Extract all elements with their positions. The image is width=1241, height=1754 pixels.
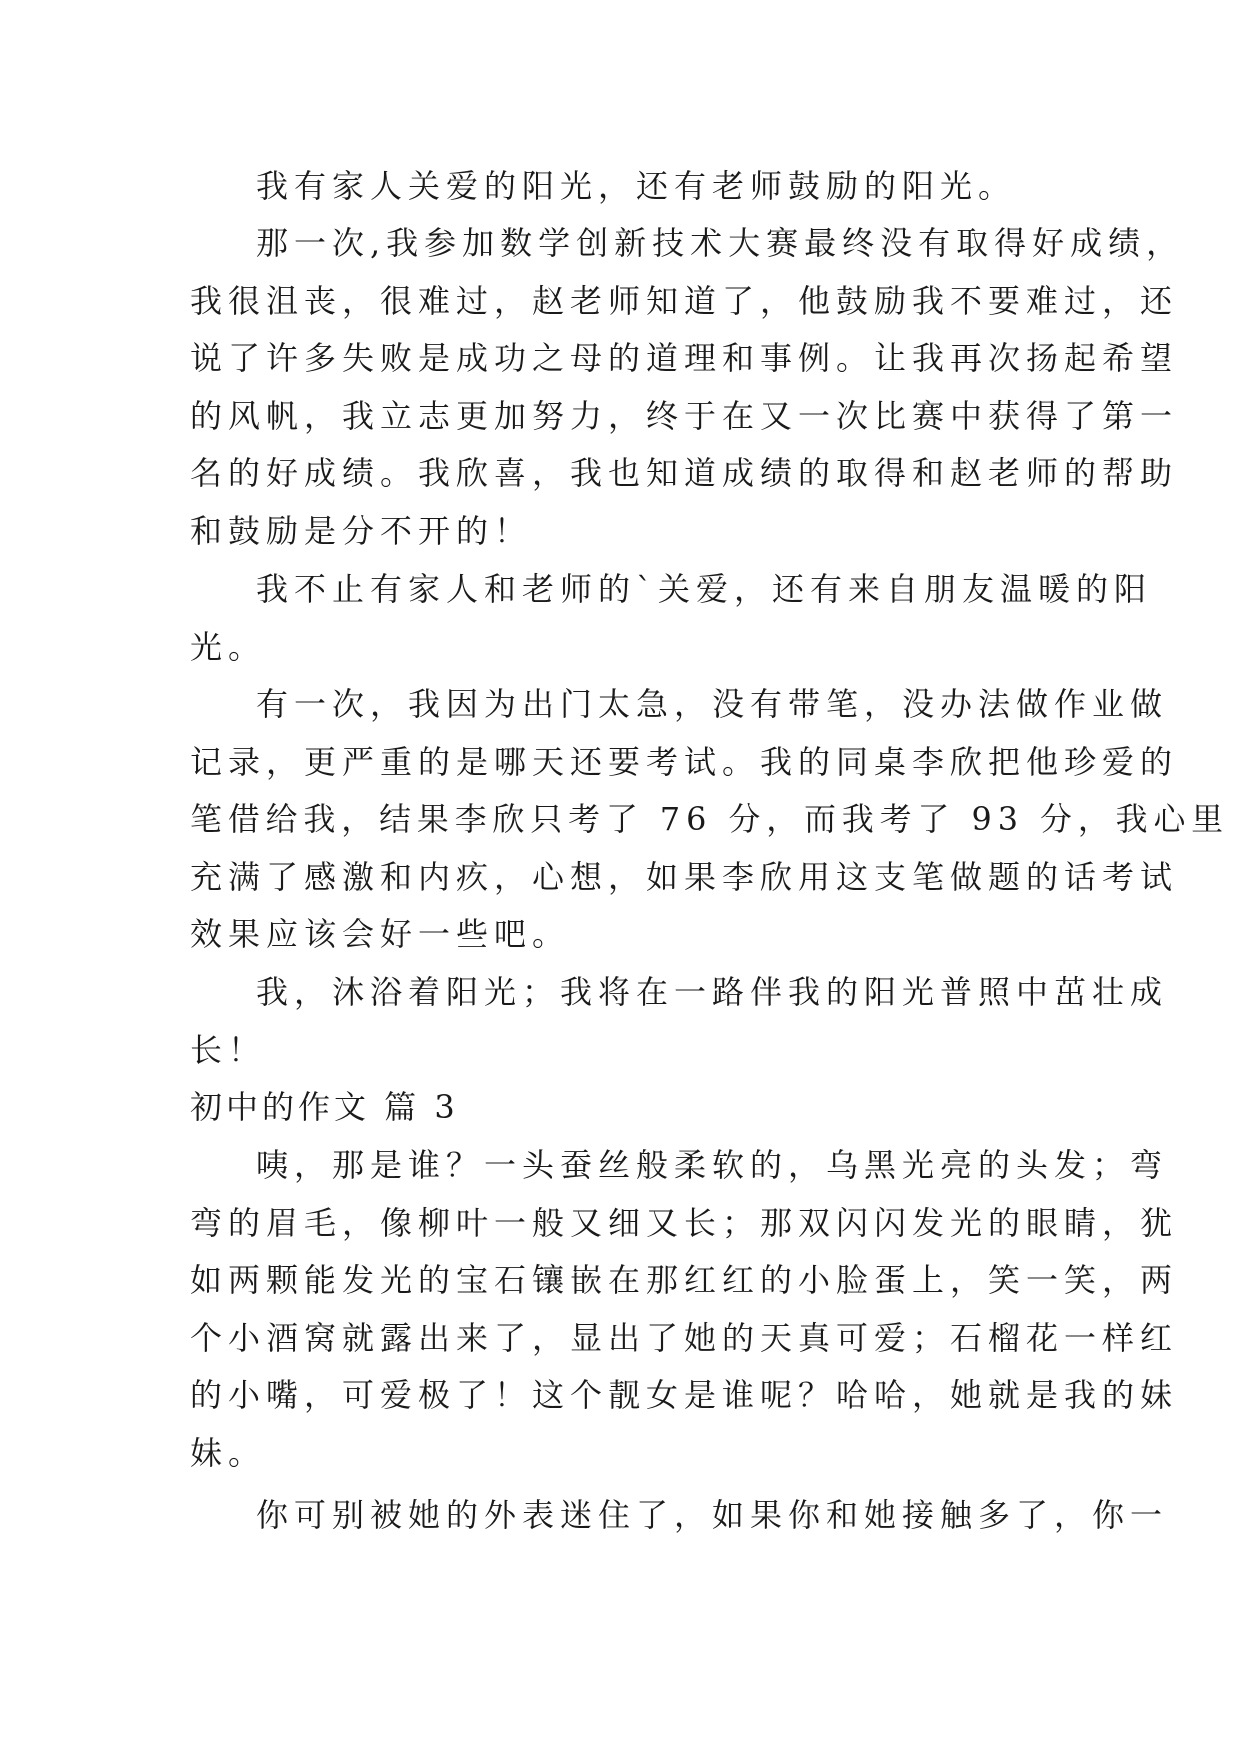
text-line: 的小嘴，可爱极了！这个靓女是谁呢？哈哈，她就是我的妹 bbox=[190, 1376, 1179, 1414]
text-line: 妹。 bbox=[190, 1434, 267, 1472]
text-line: 名的好成绩。我欣喜，我也知道成绩的取得和赵老师的帮助 bbox=[190, 454, 1179, 492]
text-line: 光。 bbox=[190, 628, 267, 666]
text-line: 你可别被她的外表迷住了，如果你和她接触多了，你一 bbox=[256, 1496, 1169, 1534]
text-line: 我很沮丧，很难过，赵老师知道了，他鼓励我不要难过，还 bbox=[190, 282, 1179, 320]
text-line: 个小酒窝就露出来了，显出了她的天真可爱；石榴花一样红 bbox=[190, 1319, 1179, 1357]
text-line: 长！ bbox=[190, 1031, 267, 1069]
text-line: 的风帆，我立志更加努力，终于在又一次比赛中获得了第一 bbox=[190, 397, 1179, 435]
text-line: 和鼓励是分不开的！ bbox=[190, 512, 533, 550]
text-line: 我不止有家人和老师的`关爱，还有来自朋友温暖的阳 bbox=[256, 570, 1153, 608]
section-heading: 初中的作文 篇 3 bbox=[190, 1088, 459, 1126]
text-line: 充满了感激和内疚，心想，如果李欣用这支笔做题的话考试 bbox=[190, 858, 1179, 896]
text-line: 如两颗能发光的宝石镶嵌在那红红的小脸蛋上，笑一笑，两 bbox=[190, 1261, 1179, 1299]
text-line: 那一次,我参加数学创新技术大赛最终没有取得好成绩， bbox=[256, 224, 1185, 262]
text-line: 有一次，我因为出门太急，没有带笔，没办法做作业做 bbox=[256, 685, 1169, 723]
text-line: 弯的眉毛，像柳叶一般又细又长；那双闪闪发光的眼睛，犹 bbox=[190, 1204, 1179, 1242]
text-line: 说了许多失败是成功之母的道理和事例。让我再次扬起希望 bbox=[190, 339, 1179, 377]
text-line: 我，沐浴着阳光；我将在一路伴我的阳光普照中茁壮成 bbox=[256, 973, 1169, 1011]
text-line: 记录，更严重的是哪天还要考试。我的同桌李欣把他珍爱的 bbox=[190, 743, 1179, 781]
text-line: 我有家人关爱的阳光，还有老师鼓励的阳光。 bbox=[256, 167, 1017, 205]
text-line: 效果应该会好一些吧。 bbox=[190, 915, 571, 953]
text-line: 咦，那是谁？一头蚕丝般柔软的，乌黑光亮的头发；弯 bbox=[256, 1146, 1169, 1184]
text-line: 笔借给我，结果李欣只考了 76 分，而我考了 93 分，我心里 bbox=[190, 800, 1230, 838]
